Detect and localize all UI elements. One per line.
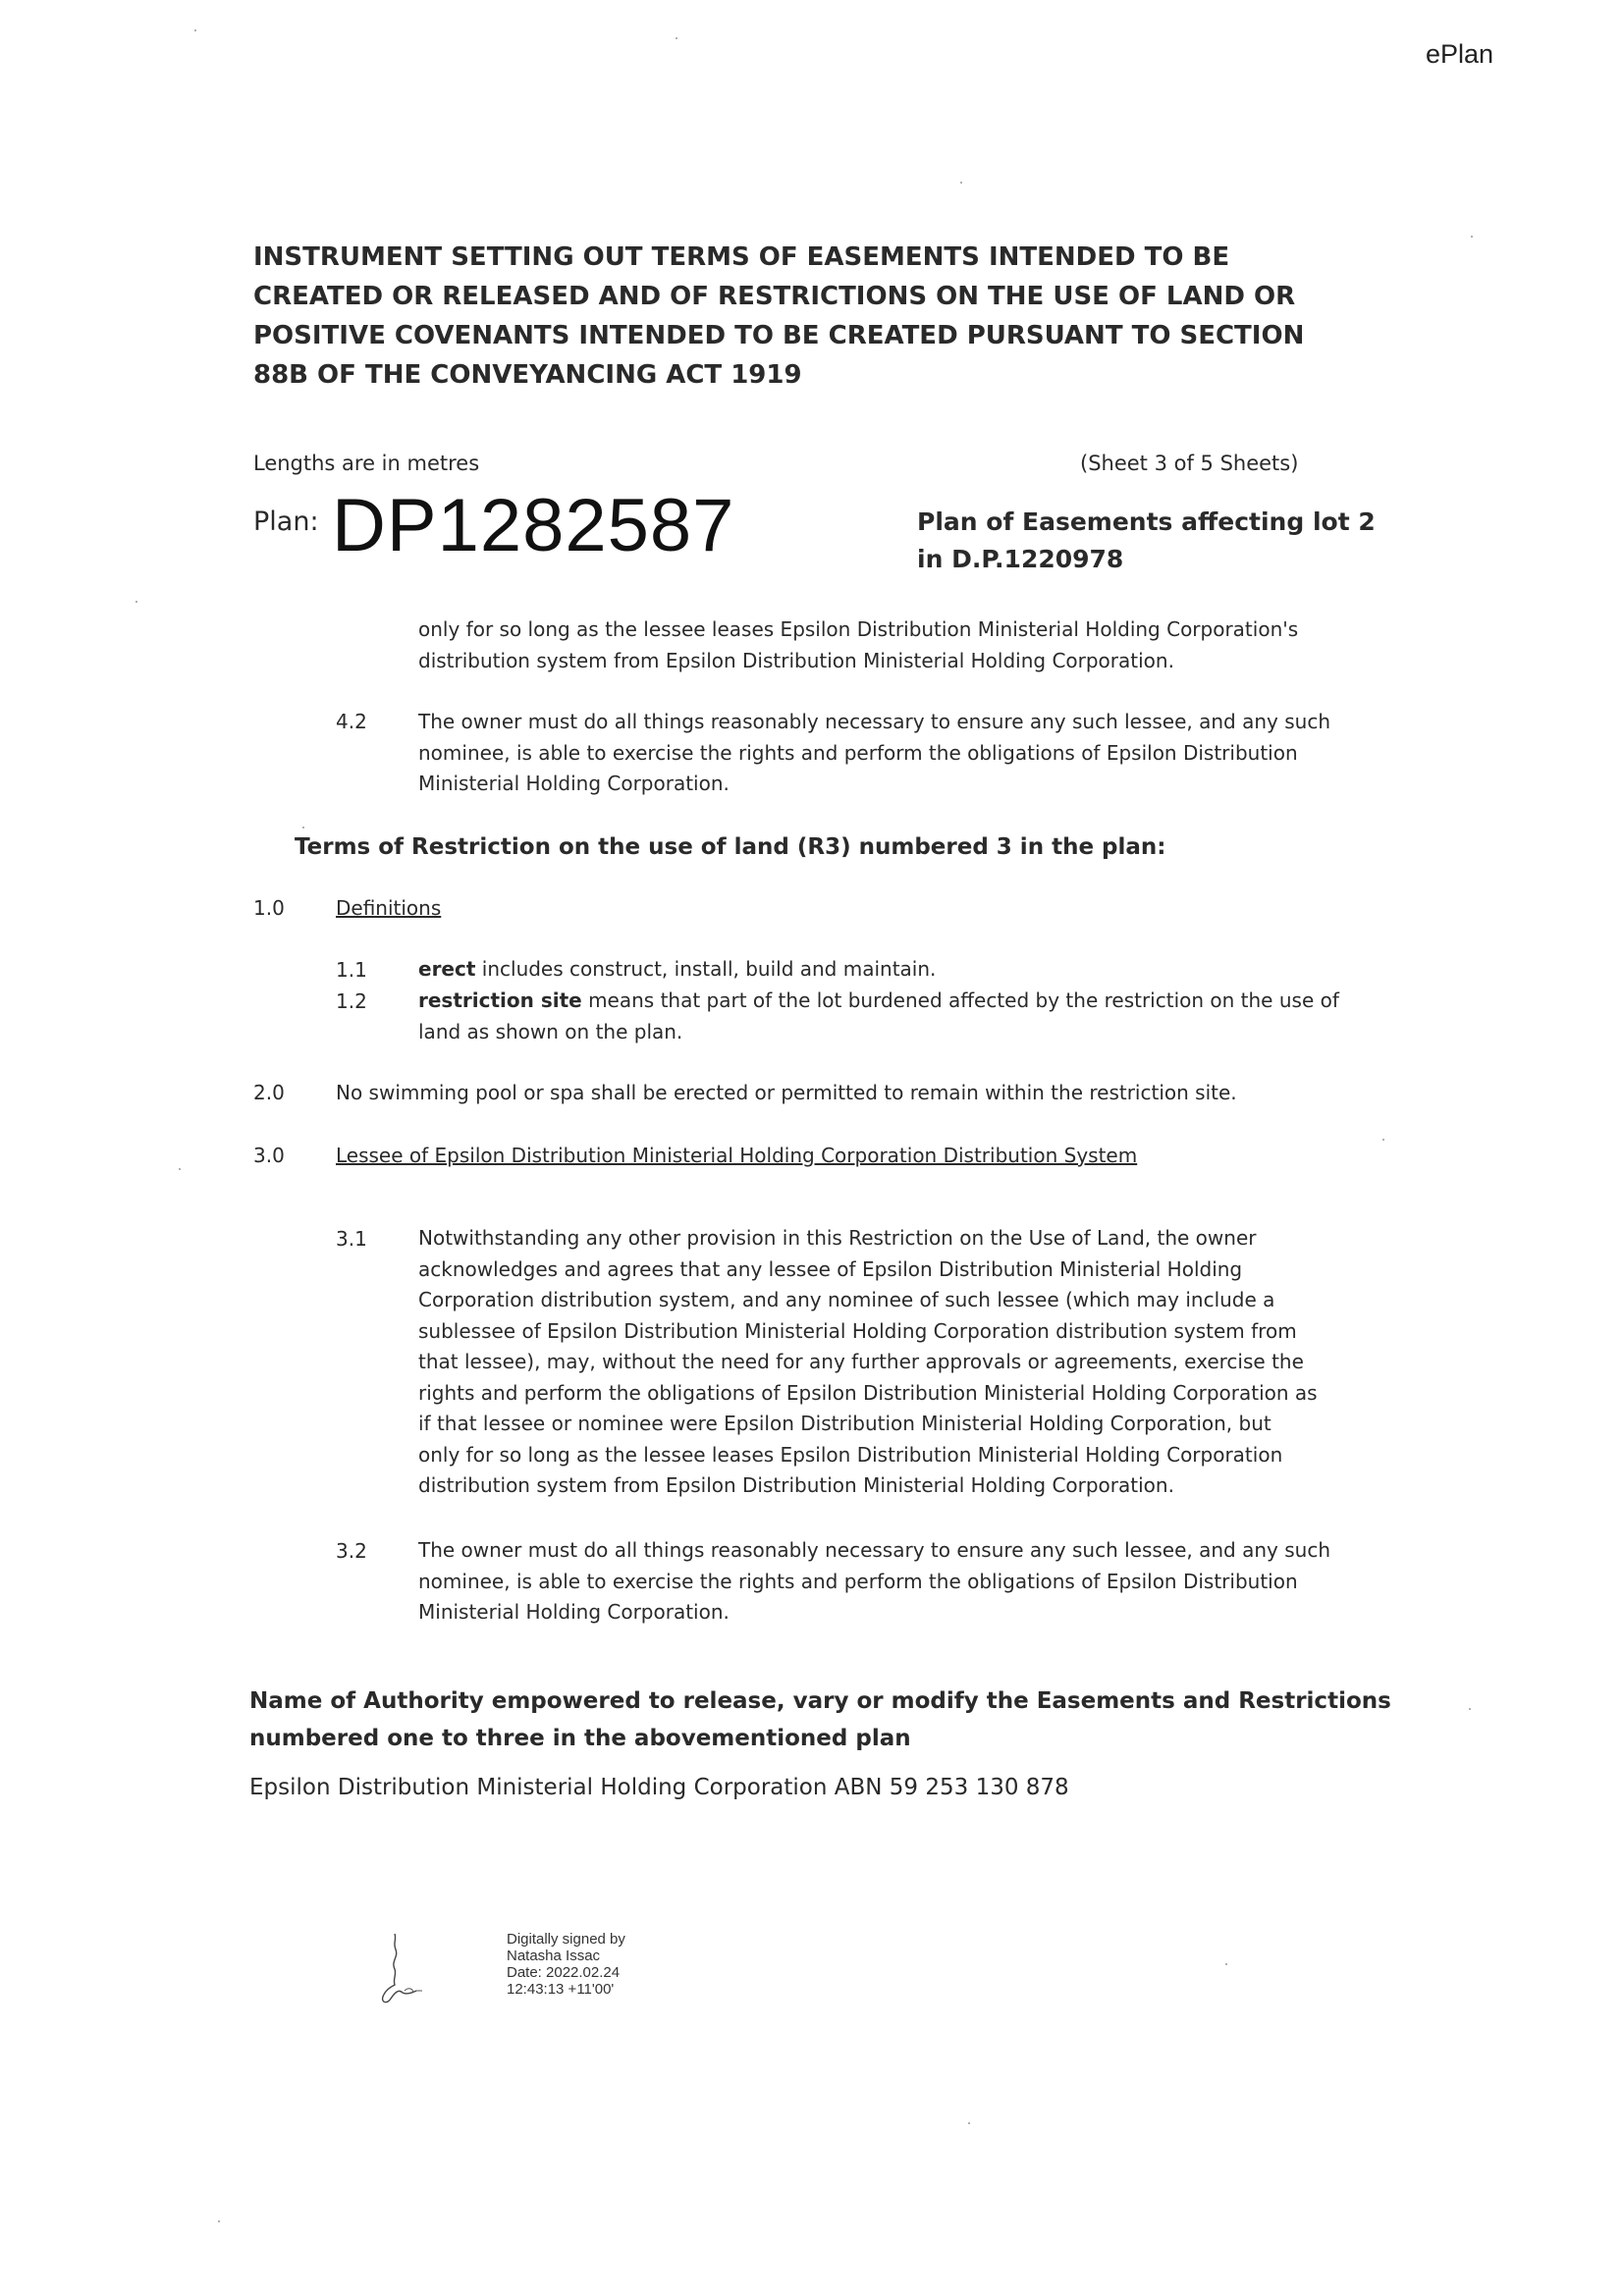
paragraph-line: acknowledges and agrees that any lessee of Epsilon Distribution Ministerial Holding [418,1256,1243,1281]
scan-speck [194,29,196,31]
scan-speck [960,182,962,184]
plan-description-line: in D.P.1220978 [917,545,1124,573]
plan-number: DP1282587 [332,484,735,567]
paragraph-line: distribution system from Epsilon Distribution Ministerial Holding Corporation. [418,1473,1174,1497]
scan-speck [135,601,137,603]
scan-speck [1469,1708,1471,1710]
paragraph-line: Ministerial Holding Corporation. [418,1600,730,1624]
scan-speck [302,827,304,828]
paragraph-line: The owner must do all things reasonably necessary to ensure any such lessee, and any such [418,710,1331,733]
paragraph-line: land as shown on the plan. [418,1019,683,1043]
clause-3-1-text [418,1223,1318,1502]
definition-restriction-site [418,986,1339,1047]
authority-heading [249,1682,1391,1757]
title-line: CREATED OR RELEASED AND OF RESTRICTIONS ON THE USE OF LAND OR [253,282,1296,311]
paragraph-line: The owner must do all things reasonably necessary to ensure any such lessee, and any such [418,1538,1331,1562]
document-title [253,238,1333,395]
title-line: POSITIVE COVENANTS INTENDED TO BE CREATED PURSUANT TO SECTION [253,321,1305,350]
definition-term: restriction site [418,988,582,1012]
title-line: 88B OF THE CONVEYANCING ACT 1919 [253,360,802,390]
eplan-label: ePlan [1426,39,1494,69]
definition-erect [418,954,936,986]
definition-text: means that part of the lot burdened affected by the restriction on the use of [581,988,1339,1012]
lengths-note: Lengths are in metres [253,452,480,475]
scan-speck [179,1168,181,1170]
scan-speck [676,37,677,39]
signature-line: Natasha Issac [507,1948,601,1964]
section-title: Definitions [336,896,442,920]
paragraph-line: Notwithstanding any other provision in this Restriction on the Use of Land, the owner [418,1226,1257,1250]
paragraph-line: nominee, is able to exercise the rights and perform the obligations of Epsilon Distribution [418,740,1298,765]
signature-line: 12:43:13 +11'00' [507,1981,615,1998]
sheet-number: (Sheet 3 of 5 Sheets) [1080,452,1299,475]
authority-heading-line: numbered one to three in the abovementioned plan [249,1726,911,1751]
signature-line: Date: 2022.02.24 [507,1964,621,1981]
paragraph-line: that lessee), may, without the need for any further approvals or agreements, exercise the [418,1350,1304,1373]
scan-speck [968,2122,970,2124]
scan-speck [1471,236,1473,238]
authority-name: Epsilon Distribution Ministerial Holding Corporation ABN 59 253 130 878 [249,1775,1069,1800]
paragraph-line: only for so long as the lessee leases Epsilon Distribution Ministerial Holding Corporation [418,1442,1283,1467]
clause-number: 3.1 [336,1227,367,1251]
paragraph-line: Corporation distribution system, and any nominee of such lessee (which may include a [418,1288,1275,1311]
definition-term: erect [418,957,476,981]
handwritten-signature [377,1932,446,2010]
clause-3-2-text [418,1535,1330,1629]
paragraph-line: Ministerial Holding Corporation. [418,772,730,795]
definition-text: includes construct, install, build and maintain. [475,957,937,981]
signature-line: Digitally signed by [507,1931,625,1948]
plan-description-line: Plan of Easements affecting lot 2 [917,507,1376,536]
paragraph-line: sublessee of Epsilon Distribution Ministerial Holding Corporation distribution system from [418,1318,1297,1343]
restriction-heading: Terms of Restriction on the use of land (R3) numbered 3 in the plan: [295,834,1166,860]
authority-heading-line: Name of Authority empowered to release, vary or modify the Easements and Restrictions [249,1688,1391,1714]
plan-label: Plan: [253,507,319,537]
section-number: 3.0 [253,1144,285,1167]
title-line: INSTRUMENT SETTING OUT TERMS OF EASEMENTS INTENDED TO BE [253,242,1230,272]
paragraph-line: distribution system from Epsilon Distribution Ministerial Holding Corporation. [418,648,1174,672]
paragraph-line: nominee, is able to exercise the rights and perform the obligations of Epsilon Distribution [418,1569,1298,1593]
scan-speck [1382,1139,1384,1141]
section-2-text: No swimming pool or spa shall be erected or permitted to remain within the restriction site. [336,1081,1237,1104]
scan-speck [218,2220,220,2222]
continuation-paragraph [418,614,1298,676]
section-number: 2.0 [253,1081,285,1104]
clause-number: 3.2 [336,1539,367,1563]
section-number: 1.0 [253,896,285,920]
clause-number: 1.2 [336,989,367,1013]
section-title: Lessee of Epsilon Distribution Ministerial Holding Corporation Distribution System [336,1144,1138,1167]
paragraph-line: only for so long as the lessee leases Epsilon Distribution Ministerial Holding Corporation's [418,617,1299,641]
clause-4-2-text [418,707,1330,800]
digital-signature-block [507,1931,625,1998]
clause-number: 1.1 [336,958,367,982]
clause-number: 4.2 [336,710,367,733]
scan-speck [1225,1963,1227,1965]
paragraph-line: if that lessee or nominee were Epsilon Distribution Ministerial Holding Corporation, but [418,1412,1271,1435]
plan-description [917,504,1376,578]
paragraph-line: rights and perform the obligations of Epsilon Distribution Ministerial Holding Corporation as [418,1380,1318,1405]
